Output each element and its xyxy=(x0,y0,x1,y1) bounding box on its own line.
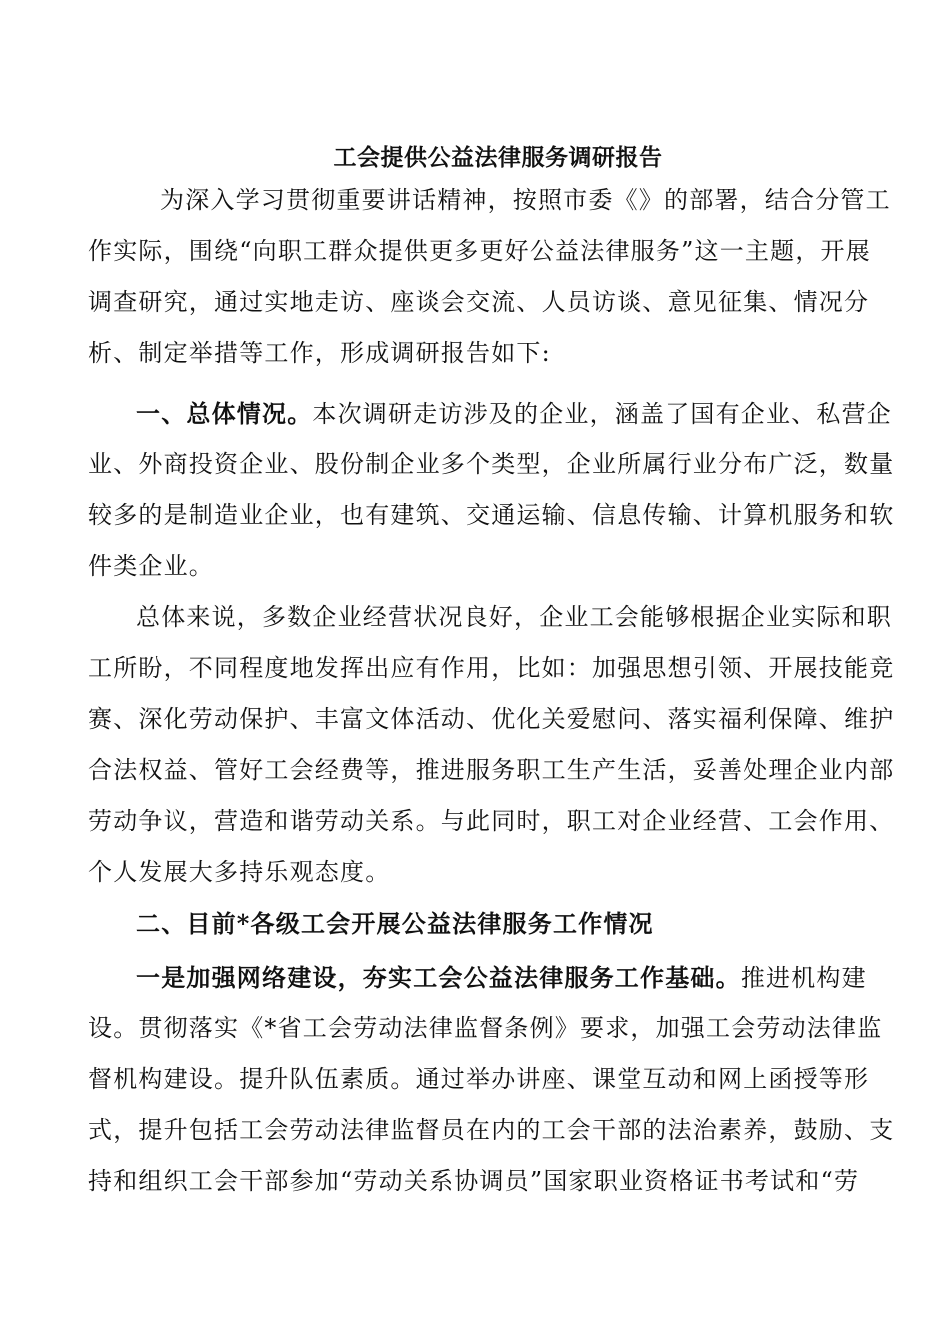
paragraph-line: 业、外商投资企业、股份制企业多个类型，企业所属行业分布广泛，数量 xyxy=(88,450,895,478)
section-2-paragraph-1 xyxy=(88,952,895,1207)
section-2-heading-paragraph xyxy=(88,898,864,949)
section-1-paragraph xyxy=(88,388,895,592)
paragraph-line xyxy=(88,898,864,949)
paragraph-line: 件类企业。 xyxy=(88,552,214,580)
section-2-heading: 二、目前*各级工会开展公益法律服务工作情况 xyxy=(136,909,654,938)
intro-paragraph xyxy=(88,175,891,379)
paragraph-line: 作实际，围绕“向职工群众提供更多更好公益法律服务”这一主题，开展 xyxy=(88,237,871,265)
paragraph-line: 为深入学习贯彻重要讲话精神，按照市委《》的部署，结合分管工 xyxy=(160,186,891,214)
paragraph-line: 赛、深化劳动保护、丰富文体活动、优化关爱慰问、落实福利保障、维护 xyxy=(88,705,895,733)
section-2-sub-heading: 一是加强网络建设，夯实工会公益法律服务工作基础。 xyxy=(136,963,741,992)
paragraph-line: 督机构建设。提升队伍素质。通过举办讲座、课堂互动和网上函授等形 xyxy=(88,1065,870,1093)
section-1-heading: 一、总体情况。 xyxy=(136,399,313,428)
paragraph-line: 式，提升包括工会劳动法律监督员在内的工会干部的法治素养，鼓励、支 xyxy=(88,1116,895,1144)
paragraph-line: 劳动争议，营造和谐劳动关系。与此同时，职工对企业经营、工会作用、 xyxy=(88,807,895,835)
section-2-text: 推进机构建 xyxy=(740,964,867,992)
paragraph-line: 较多的是制造业企业，也有建筑、交通运输、信息传输、计算机服务和软 xyxy=(88,501,895,529)
paragraph-line: 持和组织工会干部参加“劳动关系协调员”国家职业资格证书考试和“劳 xyxy=(88,1167,860,1195)
paragraph-line: 析、制定举措等工作，形成调研报告如下: xyxy=(88,339,551,367)
paragraph-line xyxy=(88,952,867,1003)
paragraph-line: 调查研究，通过实地走访、座谈会交流、人员访谈、意见征集、情况分 xyxy=(88,288,870,316)
section-1-text: 本次调研走访涉及的企业，涵盖了国有企业、私营企 xyxy=(312,400,893,428)
paragraph-line: 设。贯彻落实《*省工会劳动法律监督条例》要求，加强工会劳动法律监 xyxy=(88,1014,883,1042)
paragraph-line: 工所盼，不同程度地发挥出应有作用，比如：加强思想引领、开展技能竞 xyxy=(88,654,895,682)
document-title: 工会提供公益法律服务调研报告 xyxy=(333,144,663,171)
paragraph-line: 总体来说，多数企业经营状况良好，企业工会能够根据企业实际和职 xyxy=(136,603,892,631)
paragraph-line: 合法权益、管好工会经费等，推进服务职工生产生活，妥善处理企业内部 xyxy=(88,756,895,784)
paragraph-line: 个人发展大多持乐观态度。 xyxy=(88,858,391,886)
paragraph-line xyxy=(88,388,893,439)
section-1-paragraph-2 xyxy=(88,592,895,898)
